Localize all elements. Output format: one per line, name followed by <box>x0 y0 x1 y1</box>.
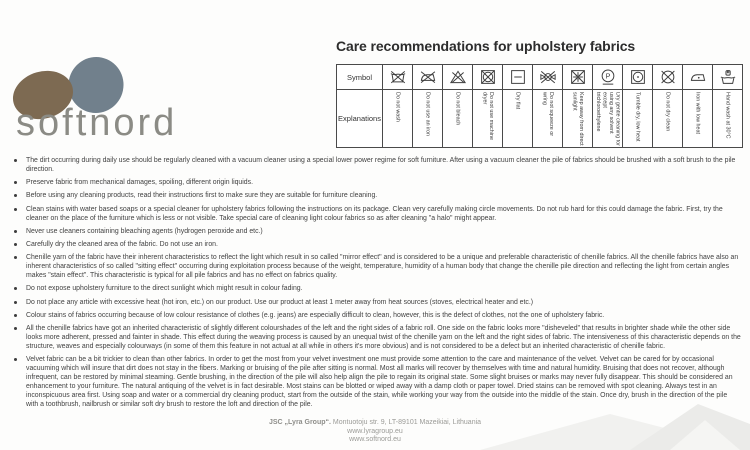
iron-low-heat-icon <box>689 68 707 86</box>
care-instruction-item: Velvet fabric can be a bit trickier to clean than other fabrics. In order to get the most from your velvet investment one must provide some attention to the care and maintenance of the velvet. Velvet can be cared for by occasional vacuuming which will insure that dirt does not stay in the fibers. Marking or bruising of the pile after sitting is normal. Most all marks will recover by themselves with time and natural humidity. Bruising that does not recover, although infrequent, can be restored by minimal steaming. Gentle brushing, in the direction of the pile will also help align the pile to regain its original state. Some slight bruises or marks may never fully disappear. This should be considered an enhancement to your furniture. The natural antiquing of the velvet is in fact desirable. Most stains can be blotted or wiped away with a damp cloth or paper towel. Dried stains can be removed with spot cleaning. Always test in an inconspicuous area first. Using soap and water or a commercial dry cleaning product, start from the outside of the stain, while working your way from the outside into the middle of the stain. Once dry, brush in the direction of the pile with a toothbrush, nailbrush or similar soft dry brush to restore the loft and direction of the pile. <box>13 355 741 409</box>
explanation-text: Do not squeeze or wring <box>541 92 554 137</box>
softnord-logo <box>12 56 252 151</box>
footer <box>0 419 750 445</box>
care-instruction-item: Chenille yarn of the fabric have their inherent characteristics to reflect the light which result in so called "mirror effect" and is considered to be a unique and preferable characteristic of chenille fabrics. All the chenille fabrics have also an inherent characteristics of so called "sitting effect" occurring during exploitation process because of the weight, temperature, humidity of a human body that change the chenille pile direction and reflecting the light from certain angles makes "stain effect". This characteristic is typical for all pile fabrics and has no effect on fabrics quality. <box>13 253 741 280</box>
care-instruction-item: Do not place any article with excessive heat (hot iron, etc.) on our product. Use our product at least 1 meter away from heat sources (stoves, electrical heater and etc.) <box>13 298 741 307</box>
explanation-cell <box>683 90 713 148</box>
svg-text:P: P <box>605 72 610 81</box>
explanation-text: Tumble dry, low heat <box>634 92 641 142</box>
explanation-cell <box>443 90 473 148</box>
keep-from-sunlight-icon <box>569 68 587 86</box>
symbol-cell <box>533 65 563 90</box>
symbol-cell <box>413 65 443 90</box>
do-not-wring-icon <box>539 68 557 86</box>
symbol-cell <box>473 65 503 90</box>
do-not-machine-dry-icon <box>479 68 497 86</box>
explanation-cell <box>563 90 593 148</box>
care-symbols-table <box>336 64 743 148</box>
gentle-dry-clean-icon <box>599 68 617 86</box>
symbol-header-cell: Symbol <box>337 65 383 90</box>
care-instruction-item: Preserve fabric from mechanical damages, spoiling, different origin liquids. <box>13 178 741 187</box>
symbol-cell <box>623 65 653 90</box>
explanation-text: Hand wash at 30°C <box>724 92 731 139</box>
logo-text-nord: nord <box>89 102 178 144</box>
symbol-row <box>337 65 743 90</box>
explanation-cell <box>473 90 503 148</box>
explanation-text: Keep away from direct sunlight <box>571 92 584 146</box>
explanations-header-cell: Explanations <box>337 90 383 148</box>
care-instruction-item: Before using any cleaning products, read their instructions first to make sure they are suitable for furniture cleaning. <box>13 191 741 200</box>
symbol-cell <box>713 65 743 90</box>
care-instruction-item: Clean stains with water based soaps or a special cleaner for upholstery fabrics following the instructions on its package. Clean very carefully making circle movements. Do not rub hard for this could damage the fabric. First, try the cleaner on the place of the furniture which is less or not visible. Take special care of cleaning light colour fabrics so as after cleaning "a halo" might appear. <box>13 205 741 223</box>
explanation-cell <box>413 90 443 148</box>
dry-flat-icon <box>509 68 527 86</box>
explanations-row <box>337 90 743 148</box>
explanation-text: Do not dry clean <box>664 92 671 132</box>
care-instructions-list <box>13 156 741 413</box>
do-not-bleach-icon <box>449 68 467 86</box>
care-instruction-item: Never use cleaners containing bleaching agents (hydrogen peroxide and etc.) <box>13 227 741 236</box>
logo-text-soft: soft <box>16 102 90 144</box>
care-instruction-item: Carefully dry the cleaned area of the fabric. Do not use an iron. <box>13 240 741 249</box>
company-name: JSC „Lyra Group“. <box>268 419 331 426</box>
explanation-cell <box>653 90 683 148</box>
explanation-text: Dry flat <box>514 92 521 110</box>
tumble-dry-low-icon <box>629 68 647 86</box>
explanation-cell <box>713 90 743 148</box>
explanation-cell <box>503 90 533 148</box>
logo-wordmark <box>16 104 177 142</box>
care-instruction-item: The dirt occurring during daily use should be regularly cleaned with a vacuum cleaner using a special lower power regime for soft furniture. After using a vacuum cleaner the pile of fabrics should be brushed with a soft brush to the pile direction. <box>13 156 741 174</box>
explanation-cell <box>593 90 623 148</box>
do-not-dry-clean-icon <box>659 68 677 86</box>
do-not-iron-icon <box>419 68 437 86</box>
symbol-cell <box>683 65 713 90</box>
symbol-cell <box>563 65 593 90</box>
explanation-text: Do not bleach <box>454 92 461 126</box>
hand-wash-icon <box>719 68 737 86</box>
symbol-cell <box>653 65 683 90</box>
page-title: Care recommendations for upholstery fabrics <box>336 38 636 54</box>
explanation-text: Iron with low heat <box>694 92 701 134</box>
company-address: Montuotoju str. 9, LT-89101 Mazeikiai, Lithuania <box>332 419 482 426</box>
footer-website-softnord: www.softnord.eu <box>349 436 401 444</box>
explanation-text: Do not use an iron <box>424 92 431 137</box>
explanation-cell <box>383 90 413 148</box>
symbol-cell <box>443 65 473 90</box>
symbol-cell <box>383 65 413 90</box>
footer-website-lyragroup: www.lyragroup.eu <box>347 427 403 435</box>
explanation-cell <box>533 90 563 148</box>
care-instruction-item: All the chenille fabrics have got an inherited characteristic of slightly different colourshades of the left and the right sides of a fabric roll. One side on the fabric looks more "disheveled" that results in brighter shade while the other side looks more adherent, pressed and fainter in shade. This effect during the weaving process is caused by an unequal twist of the chenille yarn on the left and the right sides of fabric. The intensiveness of this characteristic depends on the structure, weaves and especially colourways (in some of them this feature in not actual at all while in others it's more obvious) and is not considered to be a defect but an inherited characteristic of chenille fabric. <box>13 324 741 351</box>
explanation-text: Do not wash <box>394 92 401 122</box>
care-instruction-item: Do not expose upholstery furniture to the direct sunlight which might result in colour fading. <box>13 284 741 293</box>
do-not-wash-icon <box>389 68 407 86</box>
footer-address-line <box>0 419 750 428</box>
care-instruction-item: Colour stains of fabrics occurring because of low colour resistance of clothes (e.g. jeans) are especially difficult to clean, however, this is the defect of clothes, not the one of upholstery fabric. <box>13 311 741 320</box>
symbol-cell <box>593 65 623 90</box>
explanation-cell <box>623 90 653 148</box>
explanation-text: Dry gentle cleaning for using any solvent except trichloroethylene <box>595 92 621 146</box>
symbol-cell <box>503 65 533 90</box>
explanation-text: Do not use machine dryer <box>481 92 494 140</box>
